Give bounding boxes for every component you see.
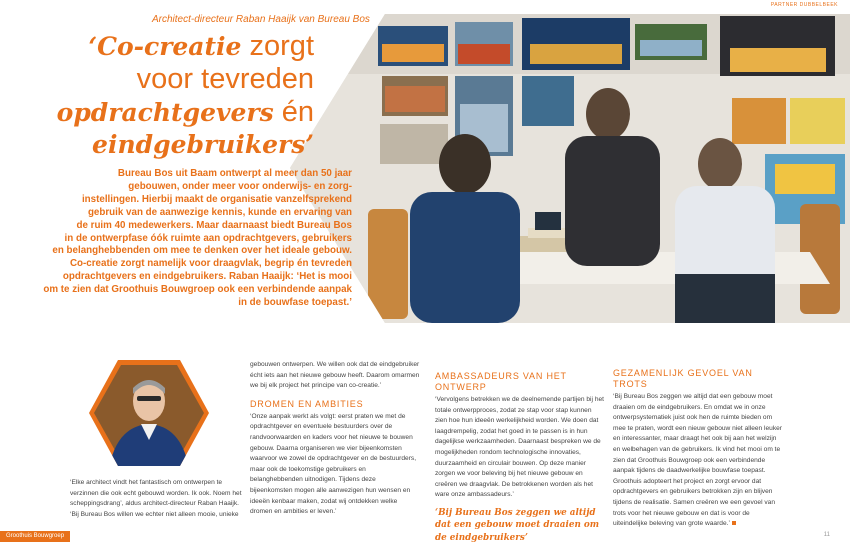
- section-heading: AMBASSADEURS VAN HET ONTWERP: [435, 371, 567, 392]
- headline-part-bold: ‘Co-creatie: [88, 32, 242, 61]
- intro-line: de ruim 40 medewerkers. Maar daarnaast biedt Bureau Bos: [76, 219, 352, 231]
- portrait-hexagon: [87, 358, 211, 468]
- intro-line: om te zien dat Groothuis Bouwgroep ook een verbindende aanpak: [43, 284, 352, 296]
- partner-tag: PARTNER DUBBELBEEK: [770, 2, 838, 8]
- section-heading: GEZAMENLIJK GEVOEL VAN TROTS: [613, 368, 753, 389]
- body-text: ‘Onze aanpak werkt als volgt: eerst praten we met de opdrachtgever en eventuele bestuurders over de randvoorwaarden en kaders voor het nieuwe te bouwen gebouw. Daarna organiseren we vier bijeenkomsten waarvoor we zowel de opdrachtgever en de bestuurders, maar ook de toekomstige gebruikers en belanghebbenden uitnodigen. Tijdens deze bijeenkomsten mogen alle aanwezigen hun wensen en ideeën kenbaar maken, zodat wij ontdekken welke dromen en ambities er leven.’: [250, 412, 417, 516]
- headline-part-light: én: [273, 96, 314, 128]
- intro-line: in de bouwfase toepast.’: [238, 297, 352, 309]
- headline-part-bold: opdrachtgevers: [56, 98, 274, 127]
- intro-paragraph: [40, 168, 352, 310]
- section-heading: DROMEN EN AMBITIES: [250, 398, 364, 409]
- article-column-4: [613, 368, 783, 530]
- headline-part-light: zorgt: [241, 30, 314, 62]
- body-text: ‘Bij Bureau Bos zeggen we altijd dat een gebouw moet draaien om de eindgebruikers. En omdat we in onze ontwerpsystematiek juist ook hen de ruimte bieden om mee te praten, wordt een nieuw gebouw niet alleen leuker en interessanter, maar draagt het ook bij aan het welzijn en welbehagen van de gebruikers. Ik vind het mooi om te zien dat Groothuis Bouwgroep ook een verbindende aanpak tijdens de daadwerkelijke bouwfase toepast. Groothuis adopteert het project en zorgt ervoor dat opdrachtgevers en gebruikers betrokken zijn en blijven tijdens de realisatie. Samen creëren we een gevoel van trots voor het nieuwe gebouw en dat is voor de uiteindelijke beleving van grote waarde.’: [613, 393, 782, 528]
- intro-line: en belanghebbenden om mee te denken over het ideale gebouw.: [52, 245, 352, 257]
- body-text: gebouwen ontwerpen. We willen ook dat de eindgebruiker écht iets aan het nieuwe gebouw heeft. Daarom omarmen we bij elk project het principe van co-creatie.’: [250, 361, 420, 390]
- body-text: ‘Vervolgens betrekken we de deelnemende partijen bij het totale ontwerpproces, zodat ze stap voor stap kunnen zien hoe hun ideeën werkelijkheid worden. We doen dat laagdrempelig, zodat het goed in te passen is in hun dagelijkse werkzaamheden. Daarnaast bespreken we de mogelijkheden rondom technologische innovaties, duurzaamheid en circulair bouwen. Op deze manier zorgen we voor beleving bij het nieuwe gebouw en creëren we draagvlak. De betrokkenen worden als het ware onze ambassadeurs.’: [435, 396, 604, 499]
- headline: [52, 32, 314, 163]
- body-text: ‘Elke architect vindt het fantastisch om ontwerpen te verzinnen die ook echt gebouwd worden. Ik ook. Noem het scheppingsdrang’, aldus architect-directeur Raban Haaijk. ‘Bij Bureau Bos willen we echter niet alleen mooie, unieke: [70, 479, 242, 518]
- intro-line: gebouwen, onder meer voor onderwijs- en zorg-: [128, 180, 352, 192]
- intro-line: in de ontwerpfase óók ruimte aan opdrachtgevers, gebruikers: [64, 232, 352, 244]
- headline-part-bold: eindgebruikers’: [92, 130, 314, 159]
- article-column-3: [435, 371, 605, 542]
- end-mark-icon: [732, 521, 736, 525]
- article-column-1: [70, 478, 242, 520]
- intro-line: gebruik van de aanwezige kennis, kunde en ervaring van: [87, 206, 352, 218]
- article-kicker: Architect-directeur Raban Haaijk van Bureau Bos: [152, 14, 370, 25]
- intro-line: Co-creatie zorgt namelijk voor draagvlak, begrip én tevreden: [69, 258, 352, 270]
- page-number: 11: [823, 532, 830, 538]
- intro-line: Bureau Bos uit Baam ontwerpt al meer dan 50 jaar: [117, 168, 352, 179]
- article-column-2: [250, 360, 420, 518]
- headline-part-light: voor tevreden: [136, 63, 314, 95]
- intro-line: opdrachtgevers en eindgebruikers. Raban Haaijk: ‘Het is mooi: [62, 271, 352, 283]
- intro-line: instellingen. Hierbij maakt de organisatie vanzelfsprekend: [81, 193, 352, 205]
- pull-quote: ‘Bij Bureau Bos zeggen we altijd dat een gebouw moet draaien om de eindgebruikers’: [435, 507, 600, 542]
- hero-photo: [290, 14, 850, 323]
- footer-brand-tag: Groothuis Bouwgroep: [0, 531, 70, 542]
